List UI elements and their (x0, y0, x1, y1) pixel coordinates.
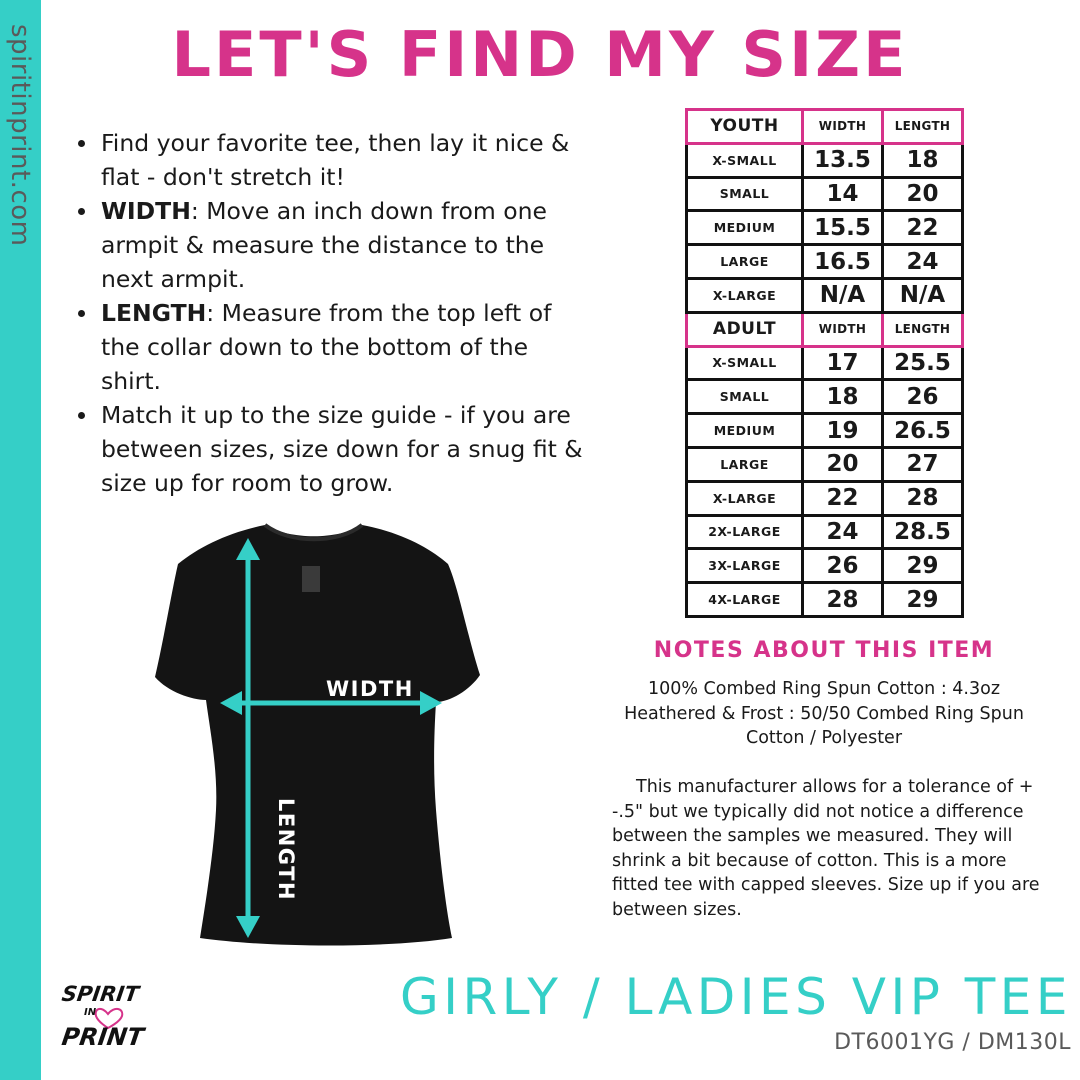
site-url: spiritinprint.com (5, 24, 35, 247)
length-label: LENGTH (274, 798, 298, 902)
table-row (687, 278, 963, 312)
size-cell: SMALL (687, 177, 803, 211)
instruction-text: Match it up to the size guide - if you are between sizes, size down for a snug fit & size up for room to grow. (101, 401, 583, 497)
page-title: LET'S FIND MY SIZE (171, 18, 909, 91)
length-cell: 22 (883, 211, 963, 245)
table-row (687, 447, 963, 481)
site-url-vertical (4, 24, 36, 304)
width-cell: 24 (803, 515, 883, 549)
length-cell: 24 (883, 245, 963, 279)
table-header-row (687, 110, 963, 144)
notes-fabric: 100% Combed Ring Spun Cotton : 4.3oz Heathered & Frost : 50/50 Combed Ring Spun Cotton / Polyester (624, 679, 1024, 748)
size-cell: X-SMALL (687, 143, 803, 177)
size-cell: X-LARGE (687, 278, 803, 312)
notes-heading: NOTES ABOUT THIS ITEM (653, 638, 995, 663)
size-cell: X-LARGE (687, 481, 803, 515)
width-cell: 26 (803, 549, 883, 583)
length-column-header: LENGTH (883, 312, 963, 346)
size-cell: 3X-LARGE (687, 549, 803, 583)
length-cell: 28 (883, 481, 963, 515)
width-cell: 13.5 (803, 143, 883, 177)
instruction-item (72, 126, 592, 194)
table-row (687, 346, 963, 380)
length-cell: 26.5 (883, 414, 963, 448)
width-cell: 19 (803, 414, 883, 448)
logo-line-3: PRINT (60, 1023, 146, 1051)
width-cell: 14 (803, 177, 883, 211)
tshirt-image (150, 520, 480, 950)
width-cell: 18 (803, 380, 883, 414)
instruction-text: : Move an inch down from one armpit & measure the distance to the next armpit. (101, 197, 547, 293)
group-header-adult: ADULT (687, 312, 803, 346)
size-cell: MEDIUM (687, 414, 803, 448)
size-chart-table (685, 108, 964, 618)
width-label: WIDTH (326, 677, 414, 701)
size-cell: 4X-LARGE (687, 583, 803, 617)
size-cell: LARGE (687, 447, 803, 481)
width-cell: 22 (803, 481, 883, 515)
logo-line-1: SPIRIT (60, 982, 141, 1006)
instruction-text: : Measure from the top left of the collar down to the bottom of the shirt. (101, 299, 552, 395)
instructions-list (72, 126, 592, 500)
table-row (687, 211, 963, 245)
instruction-keyword: WIDTH (101, 197, 191, 225)
size-cell: 2X-LARGE (687, 515, 803, 549)
length-cell: 20 (883, 177, 963, 211)
instruction-item (72, 194, 592, 296)
spirit-in-print-logo (58, 980, 148, 1062)
group-header-youth: YOUTH (687, 110, 803, 144)
instruction-item (72, 296, 592, 398)
width-cell: 20 (803, 447, 883, 481)
size-cell: SMALL (687, 380, 803, 414)
table-row (687, 549, 963, 583)
table-header-row (687, 312, 963, 346)
notes-text: This manufacturer allows for a tolerance of + -.5" but we typically did not notice a difference between the samples we measured. They will shrink a bit because of cotton. This is a more fitted tee with capped sleeves. Size up if you are between sizes. (612, 777, 1040, 920)
width-cell: 17 (803, 346, 883, 380)
table-row (687, 143, 963, 177)
instruction-text: Find your favorite tee, then lay it nice & flat - don't stretch it! (101, 129, 570, 191)
length-cell: 18 (883, 143, 963, 177)
instruction-item (72, 398, 592, 500)
length-cell: 29 (883, 583, 963, 617)
instruction-keyword: LENGTH (101, 299, 207, 327)
product-name: GIRLY / LADIES VIP TEE (399, 968, 1072, 1026)
width-column-header: WIDTH (803, 110, 883, 144)
width-cell: 28 (803, 583, 883, 617)
size-cell: X-SMALL (687, 346, 803, 380)
width-cell: 16.5 (803, 245, 883, 279)
table-row (687, 177, 963, 211)
table-row (687, 414, 963, 448)
length-cell: 29 (883, 549, 963, 583)
tag-icon (302, 566, 320, 592)
length-cell: 27 (883, 447, 963, 481)
length-cell: 25.5 (883, 346, 963, 380)
length-cell: 28.5 (883, 515, 963, 549)
table-row (687, 245, 963, 279)
product-code: DT6001YG / DM130L (834, 1030, 1071, 1055)
length-column-header: LENGTH (883, 110, 963, 144)
size-cell: LARGE (687, 245, 803, 279)
length-cell: N/A (883, 278, 963, 312)
table-row (687, 481, 963, 515)
width-cell: N/A (803, 278, 883, 312)
table-row (687, 380, 963, 414)
size-cell: MEDIUM (687, 211, 803, 245)
width-cell: 15.5 (803, 211, 883, 245)
logo-line-2: IN (84, 1007, 97, 1018)
width-column-header: WIDTH (803, 312, 883, 346)
table-row (687, 583, 963, 617)
length-cell: 26 (883, 380, 963, 414)
shirt-illustration (150, 520, 480, 950)
table-row (687, 515, 963, 549)
